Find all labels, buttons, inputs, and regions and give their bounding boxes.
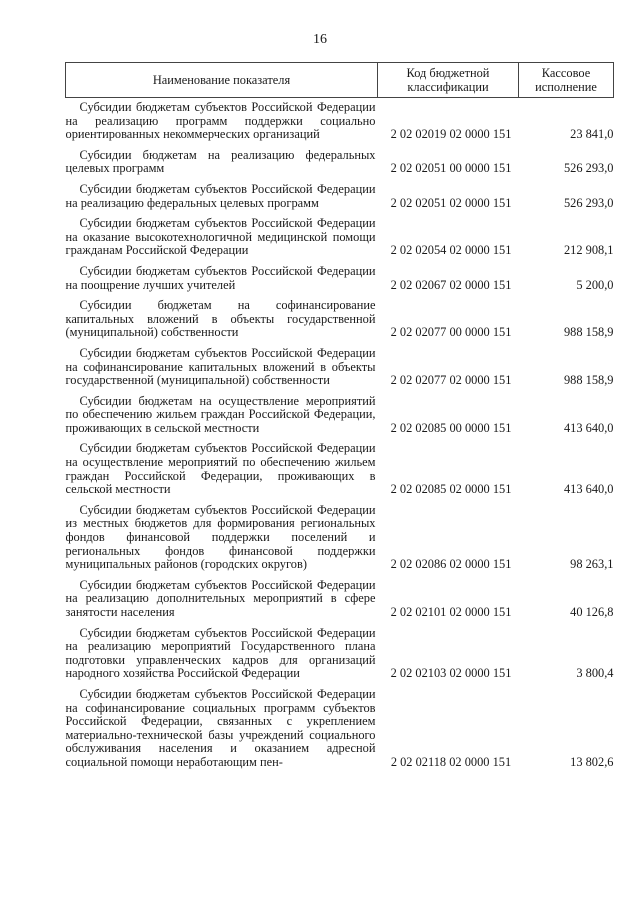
row-name: [66, 214, 378, 262]
row-code: 2 02 02103 02 0000 151: [390, 666, 512, 681]
row-amount: 526 293,0: [563, 161, 614, 176]
header-code: Код бюджетной классификации: [378, 63, 519, 98]
table-row: [66, 262, 614, 296]
row-name: [66, 296, 378, 344]
row-code: 2 02 02051 02 0000 151: [390, 195, 512, 210]
row-amount: 988 158,9: [563, 373, 614, 388]
row-name: [66, 146, 378, 180]
row-name-text: Субсидии бюджетам субъектов Российской Федерации на софинансирование социальных программ субъектов Российской Федерации, связанных с укреплением материально-технической базы учреждений социального обслуживания населения и оказанием адресной социальной помощи неработающим пен-: [65, 686, 376, 769]
table-row: [66, 214, 614, 262]
row-name-text: Субсидии бюджетам субъектов Российской Федерации на реализацию федеральных целевых программ: [65, 181, 376, 210]
row-amount: 413 640,0: [563, 420, 614, 435]
row-name: [66, 501, 378, 576]
row-name: [66, 344, 378, 392]
table-row: [66, 180, 614, 214]
row-name: [66, 624, 378, 685]
row-name-text: Субсидии бюджетам субъектов Российской Федерации из местных бюджетов для формирования региональных фондов финансовой поддержки поселений и региональных фондов финансовой поддержки муниципальных районов (городских округов): [65, 502, 376, 572]
table-row: [66, 576, 614, 624]
row-name-text: Субсидии бюджетам субъектов Российской Федерации на реализацию дополнительных мероприятий в сфере занятости населения: [65, 577, 376, 619]
row-code: 2 02 02054 02 0000 151: [390, 243, 512, 258]
row-name-text: Субсидии бюджетам на реализацию федеральных целевых программ: [65, 147, 376, 176]
row-name-text: Субсидии бюджетам субъектов Российской Федерации на поощрение лучших учителей: [65, 263, 376, 292]
table-header-row: [66, 63, 614, 98]
header-name: Наименование показателя: [66, 63, 378, 98]
row-code: 2 02 02051 00 0000 151: [390, 161, 512, 176]
table-row: [66, 296, 614, 344]
row-code: 2 02 02118 02 0000 151: [390, 754, 512, 769]
table-row: [66, 439, 614, 500]
row-name-text: Субсидии бюджетам субъектов Российской Федерации на реализацию мероприятий Государственного плана подготовки управленческих кадров для организаций народного хозяйства Российской Федерации: [65, 625, 376, 681]
row-amount: 40 126,8: [570, 605, 614, 619]
row-name-text: Субсидии бюджетам на осуществление мероприятий по обеспечению жильем граждан Российской Федерации, проживающих в сельской местности: [65, 393, 376, 435]
row-amount: 3 800,4: [576, 666, 614, 681]
row-name-text: Субсидии бюджетам субъектов Российской Федерации на осуществление мероприятий по обеспечению жильем граждан Российской Федерации, проживающих в сельской местности: [65, 441, 376, 497]
row-code: 2 02 02077 02 0000 151: [390, 373, 512, 388]
budget-table: [65, 62, 614, 774]
row-amount: 98 263,1: [570, 557, 614, 572]
table-row: [66, 501, 614, 576]
row-name-text: Субсидии бюджетам субъектов Российской Федерации на оказание высокотехнологичной медицинской помощи гражданам Российской Федерации: [65, 216, 376, 258]
row-amount: 5 200,0: [576, 277, 614, 292]
table-row: [66, 146, 614, 180]
page-number: 16: [313, 32, 327, 47]
table-row: [66, 344, 614, 392]
row-name: [66, 576, 378, 624]
row-code: 2 02 02085 00 0000 151: [390, 420, 512, 435]
row-amount: 526 293,0: [563, 195, 614, 210]
table-row: [66, 624, 614, 685]
row-name-text: Субсидии бюджетам на софинансирование капитальных вложений в объекты государственной (муниципальной) собственности: [65, 298, 376, 340]
row-name: [66, 262, 378, 296]
row-name-text: Субсидии бюджетам субъектов Российской Федерации на реализацию программ поддержки социально ориентированных некоммерческих организаций: [65, 100, 376, 142]
row-code: 2 02 02085 02 0000 151: [390, 482, 512, 497]
row-name: [66, 180, 378, 214]
row-name: [66, 98, 378, 146]
row-amount: 212 908,1: [563, 243, 614, 258]
row-amount: 23 841,0: [570, 127, 614, 142]
row-name: [66, 392, 378, 440]
row-amount: 988 158,9: [563, 325, 614, 340]
table-row: [66, 392, 614, 440]
row-code: 2 02 02077 00 0000 151: [390, 325, 512, 340]
row-amount: 13 802,6: [570, 754, 614, 769]
row-name-text: Субсидии бюджетам субъектов Российской Федерации на софинансирование капитальных вложений в объекты государственной (муниципальной) собственности: [65, 345, 376, 388]
header-amount: Кассовое исполнение: [519, 63, 614, 98]
row-code: 2 02 02086 02 0000 151: [390, 557, 512, 572]
row-name: [66, 439, 378, 500]
row-code: 2 02 02101 02 0000 151: [390, 605, 512, 619]
row-amount: 413 640,0: [563, 482, 614, 497]
row-name: [66, 685, 378, 774]
table-row: [66, 685, 614, 774]
row-code: 2 02 02067 02 0000 151: [390, 277, 512, 292]
row-code: 2 02 02019 02 0000 151: [390, 127, 512, 142]
table-row: [66, 98, 614, 146]
